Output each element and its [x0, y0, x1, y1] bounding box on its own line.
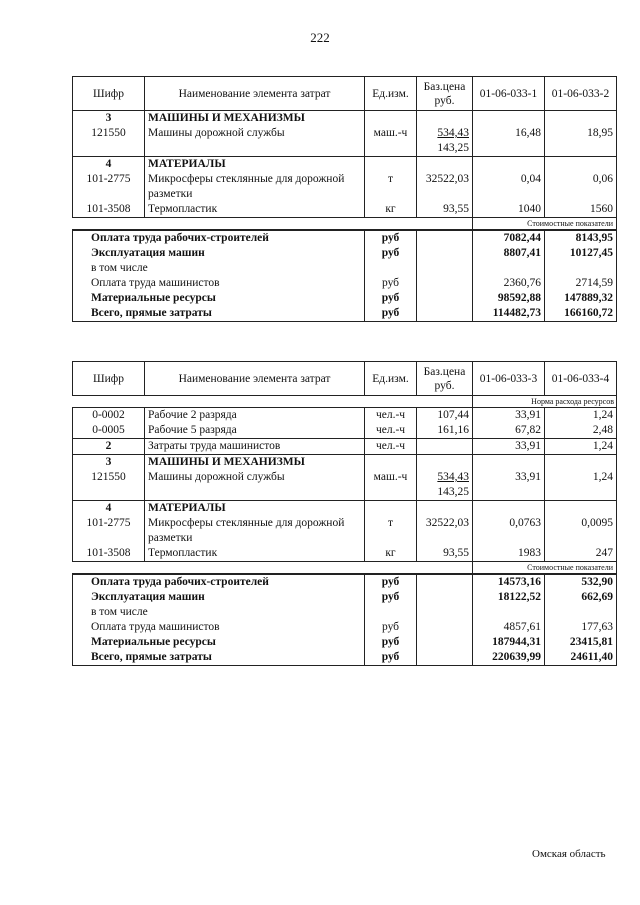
cell-value-1: 33,91	[473, 470, 545, 501]
cell-price: 161,16	[417, 423, 473, 439]
total-name: Эксплуатация машин	[73, 590, 365, 605]
table-row	[73, 516, 617, 546]
page-number: 222	[310, 30, 330, 45]
cell-value-1: 1040	[473, 202, 545, 218]
cell-code: 101-2775	[73, 516, 145, 546]
cell-value-1: 0,04	[473, 172, 545, 202]
cell-value-2: 1,24	[545, 408, 617, 424]
total-value-1: 114482,73	[473, 306, 545, 322]
cell-value-1: 33,91	[473, 408, 545, 424]
table-header-row	[73, 362, 617, 396]
total-name: в том числе	[73, 261, 365, 276]
cell-name: Рабочие 2 разряда	[145, 408, 365, 424]
total-unit: руб	[365, 276, 417, 291]
total-value-2: 147889,32	[545, 291, 617, 306]
total-row	[73, 635, 617, 650]
cell-code: 3	[73, 111, 145, 127]
cell-unit: чел.-ч	[365, 423, 417, 439]
total-value-1: 18122,52	[473, 590, 545, 605]
cell-name: МАШИНЫ И МЕХАНИЗМЫ	[145, 455, 365, 471]
cell-name: Термопластик	[145, 546, 365, 562]
cell-price: 32522,03	[417, 172, 473, 202]
header-col-2: 01-06-033-2	[545, 77, 617, 111]
total-name: Оплата труда машинистов	[73, 276, 365, 291]
header-price: Баз.цена руб.	[417, 77, 473, 111]
cell-value-2: 247	[545, 546, 617, 562]
total-unit: руб	[365, 574, 417, 590]
cell-name: МАТЕРИАЛЫ	[145, 157, 365, 173]
cell-value-2: 2,48	[545, 423, 617, 439]
total-unit: руб	[365, 306, 417, 322]
total-value-2: 532,90	[545, 574, 617, 590]
table-row	[73, 172, 617, 202]
header-price: Баз.цена руб.	[417, 362, 473, 396]
table-row	[73, 202, 617, 218]
total-name: Всего, прямые затраты	[73, 306, 365, 322]
total-unit: руб	[365, 650, 417, 666]
table-row	[73, 439, 617, 455]
table-row	[73, 157, 617, 173]
cell-unit: т	[365, 172, 417, 202]
cell-code: 2	[73, 439, 145, 455]
total-row	[73, 246, 617, 261]
price-sub-value: 143,25	[437, 486, 469, 498]
total-row	[73, 306, 617, 322]
table-row	[73, 546, 617, 562]
total-unit: руб	[365, 246, 417, 261]
total-value-1: 4857,61	[473, 620, 545, 635]
total-value-2: 177,63	[545, 620, 617, 635]
cell-name: Машины дорожной службы	[145, 470, 365, 501]
total-row	[73, 276, 617, 291]
total-unit: руб	[365, 620, 417, 635]
cell-name: Микросферы стеклянные для дорожной разметки	[145, 172, 365, 202]
cost-label-row	[73, 218, 617, 231]
total-row	[73, 650, 617, 666]
cell-value-1: 67,82	[473, 423, 545, 439]
norm-label-row	[73, 396, 617, 408]
total-value-1: 8807,41	[473, 246, 545, 261]
total-value-2: 2714,59	[545, 276, 617, 291]
cell-code: 121550	[73, 126, 145, 157]
cell-code: 121550	[73, 470, 145, 501]
total-name: Материальные ресурсы	[73, 635, 365, 650]
cell-code: 101-3508	[73, 546, 145, 562]
total-value-1: 7082,44	[473, 230, 545, 246]
cost-label-row	[73, 562, 617, 575]
cell-value-1: 0,0763	[473, 516, 545, 546]
total-unit: руб	[365, 230, 417, 246]
table-row	[73, 423, 617, 439]
price-value: 534,43	[437, 127, 469, 139]
total-value-2: 166160,72	[545, 306, 617, 322]
total-row	[73, 574, 617, 590]
cell-unit: маш.-ч	[365, 126, 417, 157]
total-name: Оплата труда машинистов	[73, 620, 365, 635]
cell-price: 107,44	[417, 408, 473, 424]
total-value-2: 23415,81	[545, 635, 617, 650]
total-value-2: 10127,45	[545, 246, 617, 261]
cell-unit: кг	[365, 202, 417, 218]
table-header-row	[73, 77, 617, 111]
cell-name: Микросферы стеклянные для дорожной разметки	[145, 516, 365, 546]
total-name: Материальные ресурсы	[73, 291, 365, 306]
footer-region: Омская область	[532, 848, 606, 860]
total-value-1: 187944,31	[473, 635, 545, 650]
table-row	[73, 455, 617, 471]
total-row	[73, 261, 617, 276]
cell-name: МАТЕРИАЛЫ	[145, 501, 365, 517]
cell-value-1: 33,91	[473, 439, 545, 455]
price-sub-value: 143,25	[437, 142, 469, 154]
total-name: Оплата труда рабочих-строителей	[73, 230, 365, 246]
total-name: Оплата труда рабочих-строителей	[73, 574, 365, 590]
total-value-1: 14573,16	[473, 574, 545, 590]
cell-value-2: 1,24	[545, 470, 617, 501]
total-unit: руб	[365, 291, 417, 306]
cell-value-2: 1,24	[545, 439, 617, 455]
cell-value-1: 1983	[473, 546, 545, 562]
cell-value-2: 0,06	[545, 172, 617, 202]
cell-code: 3	[73, 455, 145, 471]
total-value-2: 8143,95	[545, 230, 617, 246]
cell-price	[417, 126, 473, 157]
total-value-2: 662,69	[545, 590, 617, 605]
header-unit: Ед.изм.	[365, 77, 417, 111]
norm-label: Норма расхода ресурсов	[473, 396, 617, 408]
total-name: в том числе	[73, 605, 365, 620]
table-row	[73, 470, 617, 501]
header-code: Шифр	[73, 362, 145, 396]
header-col-2: 01-06-033-4	[545, 362, 617, 396]
table-row	[73, 126, 617, 157]
total-value-1: 98592,88	[473, 291, 545, 306]
header-code: Шифр	[73, 77, 145, 111]
total-value-1: 2360,76	[473, 276, 545, 291]
table-row	[73, 501, 617, 517]
cell-name: Машины дорожной службы	[145, 126, 365, 157]
cell-unit: маш.-ч	[365, 470, 417, 501]
header-name: Наименование элемента затрат	[145, 77, 365, 111]
cell-code: 0-0005	[73, 423, 145, 439]
total-value-2: 24611,40	[545, 650, 617, 666]
cell-code: 0-0002	[73, 408, 145, 424]
cost-label: Стоимостные показатели	[473, 218, 617, 231]
cell-value-1: 16,48	[473, 126, 545, 157]
cell-price: 32522,03	[417, 516, 473, 546]
cell-name: Термопластик	[145, 202, 365, 218]
total-row	[73, 590, 617, 605]
header-unit: Ед.изм.	[365, 362, 417, 396]
cell-price	[417, 470, 473, 501]
cost-table-1	[72, 76, 617, 322]
cell-name: Затраты труда машинистов	[145, 439, 365, 455]
cost-table-2	[72, 361, 617, 666]
total-row	[73, 605, 617, 620]
total-value-1: 220639,99	[473, 650, 545, 666]
cell-value-2: 18,95	[545, 126, 617, 157]
cell-code: 101-3508	[73, 202, 145, 218]
table-row	[73, 111, 617, 127]
total-unit: руб	[365, 635, 417, 650]
price-value: 534,43	[437, 471, 469, 483]
total-name: Всего, прямые затраты	[73, 650, 365, 666]
cell-value-2: 1560	[545, 202, 617, 218]
cell-code: 4	[73, 501, 145, 517]
cell-value-2: 0,0095	[545, 516, 617, 546]
cell-unit: т	[365, 516, 417, 546]
header-col-1: 01-06-033-3	[473, 362, 545, 396]
header-col-1: 01-06-033-1	[473, 77, 545, 111]
cell-price: 93,55	[417, 546, 473, 562]
cell-name: МАШИНЫ И МЕХАНИЗМЫ	[145, 111, 365, 127]
cell-code: 101-2775	[73, 172, 145, 202]
cost-label: Стоимостные показатели	[473, 562, 617, 575]
table-row	[73, 408, 617, 424]
cell-code: 4	[73, 157, 145, 173]
cell-name: Рабочие 5 разряда	[145, 423, 365, 439]
total-name: Эксплуатация машин	[73, 246, 365, 261]
header-name: Наименование элемента затрат	[145, 362, 365, 396]
cell-unit: чел.-ч	[365, 408, 417, 424]
total-unit: руб	[365, 590, 417, 605]
cell-unit: чел.-ч	[365, 439, 417, 455]
total-row	[73, 230, 617, 246]
total-row	[73, 291, 617, 306]
total-row	[73, 620, 617, 635]
cell-unit: кг	[365, 546, 417, 562]
cell-price: 93,55	[417, 202, 473, 218]
